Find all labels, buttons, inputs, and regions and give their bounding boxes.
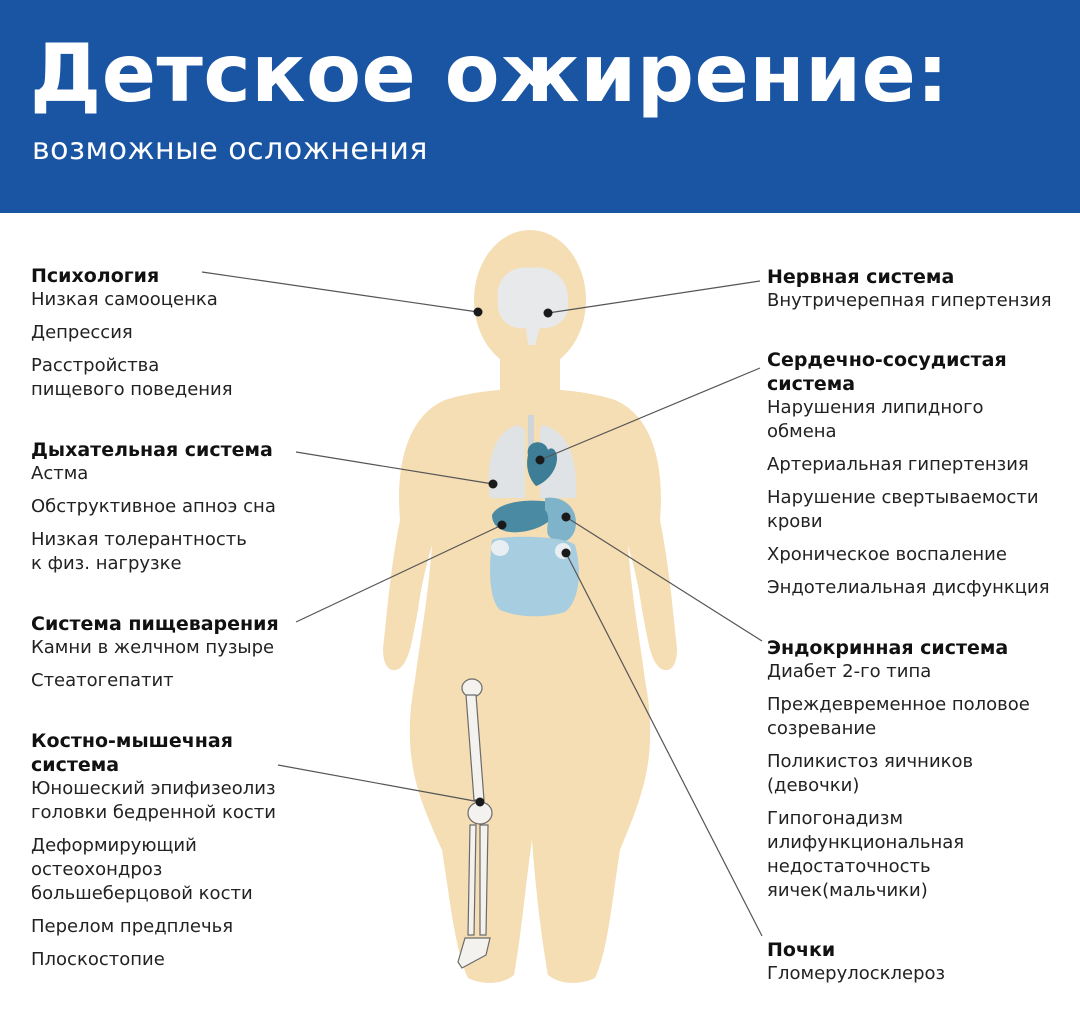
group-endocrine <box>767 636 1030 912</box>
list-item: Камни в желчном пузыре <box>31 637 275 658</box>
group-respiratory <box>31 438 276 585</box>
list-item: Стеатогепатит <box>31 670 174 691</box>
group-heading: Нервная система <box>767 266 955 288</box>
list-item: Деформирующий остеохондроз большеберцовой кости <box>31 835 253 904</box>
group-items <box>31 288 233 402</box>
list-item: Гипогонадизм илифункциональная недостаточность яичек(мальчики) <box>767 808 965 901</box>
list-item: Юношеский эпифизеолиз головки бедренной кости <box>31 778 276 823</box>
list-item: Перелом предплечья <box>31 916 234 937</box>
list-item: Обструктивное апноэ сна <box>31 496 276 517</box>
group-items <box>31 636 279 693</box>
list-item: Плоскостопие <box>31 949 165 970</box>
list-item: Расстройства пищевого поведения <box>31 355 233 400</box>
group-cardio <box>767 348 1050 609</box>
group-items <box>767 396 1050 600</box>
group-items <box>31 777 276 972</box>
list-item: Хроническое воспаление <box>767 544 1007 565</box>
list-item: Преждевременное половое созревание <box>767 694 1030 739</box>
list-item: Астма <box>31 463 89 484</box>
list-item: Внутричерепная гипертензия <box>767 290 1052 311</box>
page-subtitle: возможные осложнения <box>32 132 428 167</box>
list-item: Низкая самооценка <box>31 289 218 310</box>
page-title: Детское ожирение: <box>30 27 949 120</box>
leader-psychology <box>202 272 478 312</box>
group-items <box>767 289 1052 313</box>
group-heading: Эндокринная система <box>767 637 1009 659</box>
list-item: Диабет 2-го типа <box>767 661 932 682</box>
list-item: Артериальная гипертензия <box>767 454 1029 475</box>
group-heading: Почки <box>767 939 836 961</box>
list-item: Нарушения липидного обмена <box>767 397 984 442</box>
group-psychology <box>31 264 233 411</box>
group-nervous <box>767 265 1052 322</box>
group-heading: Дыхательная система <box>31 439 273 461</box>
group-kidneys <box>767 938 945 995</box>
group-heading: Психология <box>31 265 160 287</box>
group-items <box>31 462 276 576</box>
group-items <box>767 660 1030 903</box>
list-item: Гломерулосклероз <box>767 963 946 984</box>
group-digestive <box>31 612 279 702</box>
group-heading: Система пищеварения <box>31 613 279 635</box>
list-item: Низкая толерантность к физ. нагрузке <box>31 529 247 574</box>
list-item: Депрессия <box>31 322 133 343</box>
list-item: Нарушение свертываемости крови <box>767 487 1039 532</box>
list-item: Поликистоз яичников (девочки) <box>767 751 974 796</box>
group-heading: Костно-мышечная система <box>31 730 233 776</box>
group-heading: Сердечно-сосудистая система <box>767 349 1007 395</box>
group-items <box>767 962 945 986</box>
group-musculoskeletal <box>31 729 276 981</box>
list-item: Эндотелиальная дисфункция <box>767 577 1050 598</box>
